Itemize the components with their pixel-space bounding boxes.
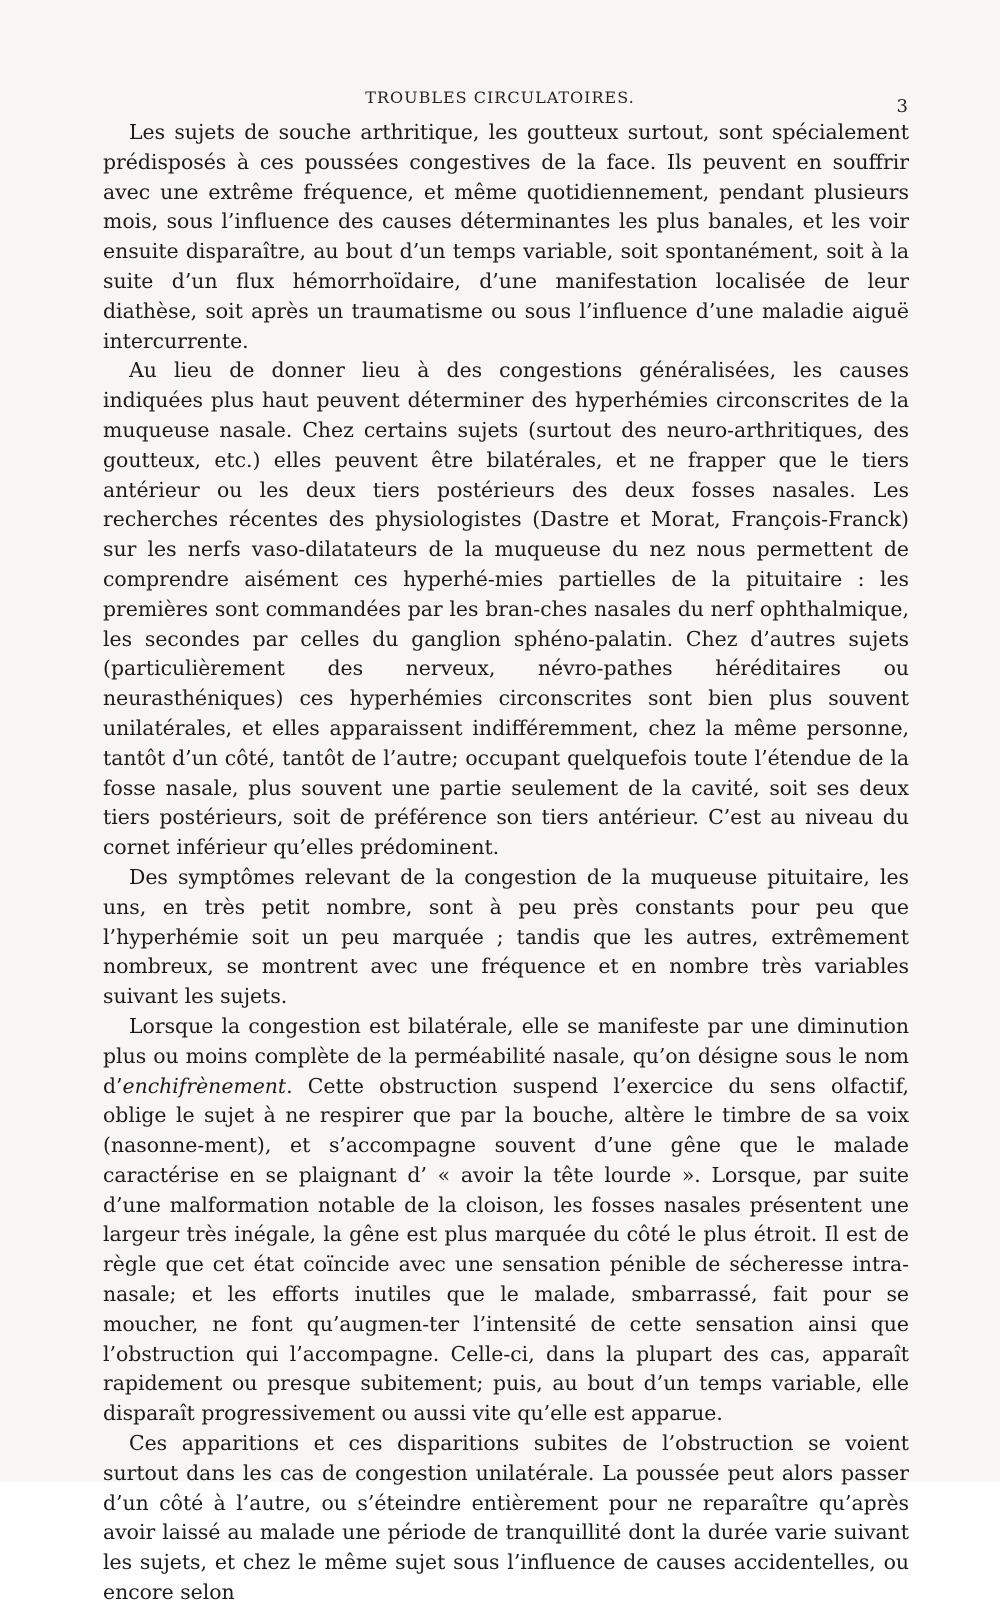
paragraph-4-start: Lorsque la congestion est bilatérale, elle se manifeste par une diminution plus ou moins complète de la perméabilité nasale, qu’on désigne sous le nom d’ (103, 1013, 909, 1098)
paragraph-1: Les sujets de souche arthritique, les goutteux surtout, sont spécialement prédisposés à ces poussées congestives de la face. Ils peuvent en souffrir avec une extrême fréquence, et même quotidiennement, pendant plusieurs mois, sous l’influence des causes déterminantes les plus banales, et les voir ensuite disparaître, au bout d’un temps variable, soit spontanément, soit à la suite d’un flux hémorrhoïdaire, d’une manifestation localisée de leur diathèse, soit après un traumatisme ou sous l’influence d’une maladie aiguë intercurrente. (103, 120, 909, 353)
paragraph-4 (103, 1012, 909, 1429)
running-title: TROUBLES CIRCULATOIRES. (365, 88, 635, 107)
paragraph-2: Au lieu de donner lieu à des congestions généralisées, les causes indiquées plus haut peuvent déterminer des hyperhémies circonscrites de la muqueuse nasale. Chez certains sujets (surtout des neuro-arthritiques, des goutteux, etc.) elles peuvent être bilatérales, et ne frapper que le tiers antérieur ou les deux tiers postérieurs des deux fosses nasales. Les recherches récentes des physiologistes (Dastre et Morat, François-Franck) sur les nerfs vaso-dilatateurs de la muqueuse du nez nous permettent de comprendre aisément ces hyperhé-mies partielles de la pituitaire : les premières sont commandées par les bran-ches nasales du nerf ophthalmique, les secondes par celles du ganglion sphéno-palatin. Chez d’autres sujets (particulièrement des nerveux, névro-pathes héréditaires ou neurasthéniques) ces hyperhémies circonscrites sont bien plus souvent unilatérales, et elles apparaissent indifféremment, chez la même personne, tantôt d’un côté, tantôt de l’autre; occupant quelquefois toute l’étendue de la fosse nasale, plus souvent une partie seulement de la cavité, soit ses deux tiers postérieurs, soit de préférence son tiers antérieur. C’est au niveau du cornet inférieur qu’elles prédominent. (103, 358, 909, 860)
paragraph-5: Ces apparitions et ces disparitions subites de l’obstruction se voient surtout dans les cas de congestion unilatérale. La poussée peut alors passer d’un côté à l’autre, ou s’éteindre entièrement pour ne reparaître qu’après avoir laissé au malade une période de tranquillité dont la durée varie suivant les sujets, et chez le même sujet sous l’influence de causes accidentelles, ou encore selon (103, 1431, 909, 1605)
paragraph-4-rest: . Cette obstruction suspend l’exercice du sens olfactif, oblige le sujet à ne respirer que par la bouche, altère le timbre de sa voix (nasonne-ment), et s’accompagne souvent d’une gêne que le malade caractérise en se plaignant d’ « avoir la tête lourde ». Lorsque, par suite d’une malformation notable de la cloison, les fosses nasales présentent une largeur très inégale, la gêne est plus marquée du côté le plus étroit. Il est de règle que cet état coïncide avec une sensation pénible de sécheresse intra-nasale; et les efforts inutiles que le malade, smbarrassé, fait pour se moucher, ne font qu’augmen-ter l’intensité de cette sensation ainsi que l’obstruction qui l’accompagne. Celle-ci, dans la plupart des cas, apparaît rapidement ou presque subitement; puis, au bout d’un temps variable, elle disparaît progressivement ou aussi vite qu’elle est apparue. (103, 1073, 909, 1426)
body-text (103, 118, 909, 1608)
paragraph-3: Des symptômes relevant de la congestion de la muqueuse pituitaire, les uns, en très petit nombre, sont à peu près constants pour peu que l’hyperhémie soit un peu marquée ; tandis que les autres, extrêmement nombreux, se montrent avec une fréquence et en nombre très variables suivant les sujets. (103, 864, 909, 1009)
term-enchifrenement: enchifrènement (122, 1073, 287, 1098)
page-number: 3 (896, 96, 908, 117)
